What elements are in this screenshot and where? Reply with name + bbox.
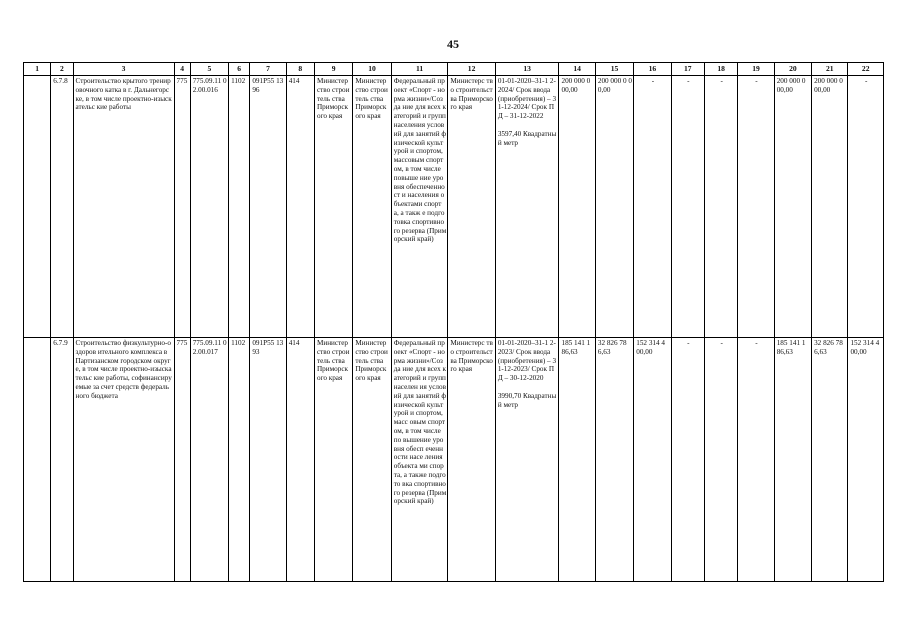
column-header: 20 [774,63,811,76]
cell-section-code: 1102 [229,338,250,582]
cell-deadlines-capacity: 01-01-2020–31-1 2-2023/ Срок ввода (приобретения) – 31-12-2023/ Срок ПД – 30-12-2020 3990,70 Квадратный метр [495,338,559,582]
column-header: 15 [595,63,633,76]
cell-target-article: 091P55 1393 [250,338,286,582]
cell-amount: - [738,76,774,338]
cell-amount: 185 141 1 86,63 [774,338,811,582]
cell-amount: - [704,338,737,582]
cell-object-name: Строительство крытого тренировочного катка в г. Дальнегорске, в том числе проектно-изыскательс кие работы [73,76,174,338]
column-header: 18 [704,63,737,76]
cell-section-code: 1102 [229,76,250,338]
cell-amount: 200 000 0 00,00 [559,76,595,338]
column-header: 19 [738,63,774,76]
table-row [24,76,884,338]
cell-amount: 32 826 78 6,63 [595,338,633,582]
cell-amount: - [848,76,884,338]
cell-amount: - [671,76,704,338]
column-header: 8 [286,63,314,76]
cell-project: Федеральный проект «Спорт - норма жизни»/Созда ние для всех категорий и групп населения условий для занятий физической культурой и спортом, массовым спортом, в том числе повыше ние уровня обеспеченност и населения объектами спорта, а такж е подготовка спортивного резерва (Приморский край) [391,76,448,338]
cell-amount: 152 314 4 00,00 [848,338,884,582]
cell-item-number: 6.7.9 [51,338,73,582]
column-header: 2 [51,63,73,76]
cell-customer: Министер ство строитель ства Приморск ого края [314,76,352,338]
cell-object-name: Строительство физкультурно-оздоров ительного комплекса в Партизанском городском округе, в том числе проектно-изыскательс кие работы, софинансируемые за счет средств федерального бюджета [73,338,174,582]
cell-customer: Министер ство строитель ства Приморск ого края [314,338,352,582]
column-header: 1 [24,63,51,76]
cell-grbs-code: 775 [174,76,190,338]
column-header: 9 [314,63,352,76]
column-header: 4 [174,63,190,76]
cell-amount: 185 141 1 86,63 [559,338,595,582]
cell-object-code: 775.09.11 02.00.016 [190,76,228,338]
column-header: 5 [190,63,228,76]
cell-amount: 200 000 0 00,00 [774,76,811,338]
column-header: 21 [812,63,848,76]
column-header: 7 [250,63,286,76]
cell-project: Федеральный проект «Спорт - норма жизни»/Созда ние для всех категорий и групп населен ия условий для занятий физической культурой и спортом, масс овым спортом, в том числе по вышение уровня обесп еченности насе ления объекта ми спорта, а также подгото вка спортивно го резерва (Приморский край) [391,338,448,582]
cell-builder: Министер ство строитель ства Приморск ого края [353,338,391,582]
cell-responsible: Министерс тво строительст ва Приморско го края [448,338,495,582]
cell-amount: - [671,338,704,582]
cell-object-code: 775.09.11 02.00.017 [190,338,228,582]
table-row [24,338,884,582]
cell-item-number: 6.7.8 [51,76,73,338]
column-number-row [24,63,884,76]
column-header: 12 [448,63,495,76]
cell-amount: 152 314 4 00,00 [634,338,671,582]
cell-amount: - [704,76,737,338]
column-header: 10 [353,63,391,76]
cell-col1 [24,76,51,338]
cell-target-article: 091P55 1396 [250,76,286,338]
column-header: 22 [848,63,884,76]
cell-expense-type: 414 [286,338,314,582]
budget-table [23,62,884,582]
cell-expense-type: 414 [286,76,314,338]
cell-amount: 200 000 0 00,00 [812,76,848,338]
cell-responsible: Министерс тво строительст ва Приморско го края [448,76,495,338]
column-header: 13 [495,63,559,76]
column-header: 16 [634,63,671,76]
page-number: 45 [447,37,459,51]
column-header: 3 [73,63,174,76]
cell-amount: - [738,338,774,582]
cell-col1 [24,338,51,582]
column-header: 6 [229,63,250,76]
column-header: 17 [671,63,704,76]
cell-deadlines-capacity: 01-01-2020–31-1 2-2024/ Срок ввода (приобретения) – 31-12-2024/ Срок ПД – 31-12-2022 3597,40 Квадратный метр [495,76,559,338]
column-header: 11 [391,63,448,76]
cell-grbs-code: 775 [174,338,190,582]
cell-amount: 200 000 0 00,00 [595,76,633,338]
column-header: 14 [559,63,595,76]
cell-amount: 32 826 78 6,63 [812,338,848,582]
cell-amount: - [634,76,671,338]
cell-builder: Министер ство строитель ства Приморск ого края [353,76,391,338]
